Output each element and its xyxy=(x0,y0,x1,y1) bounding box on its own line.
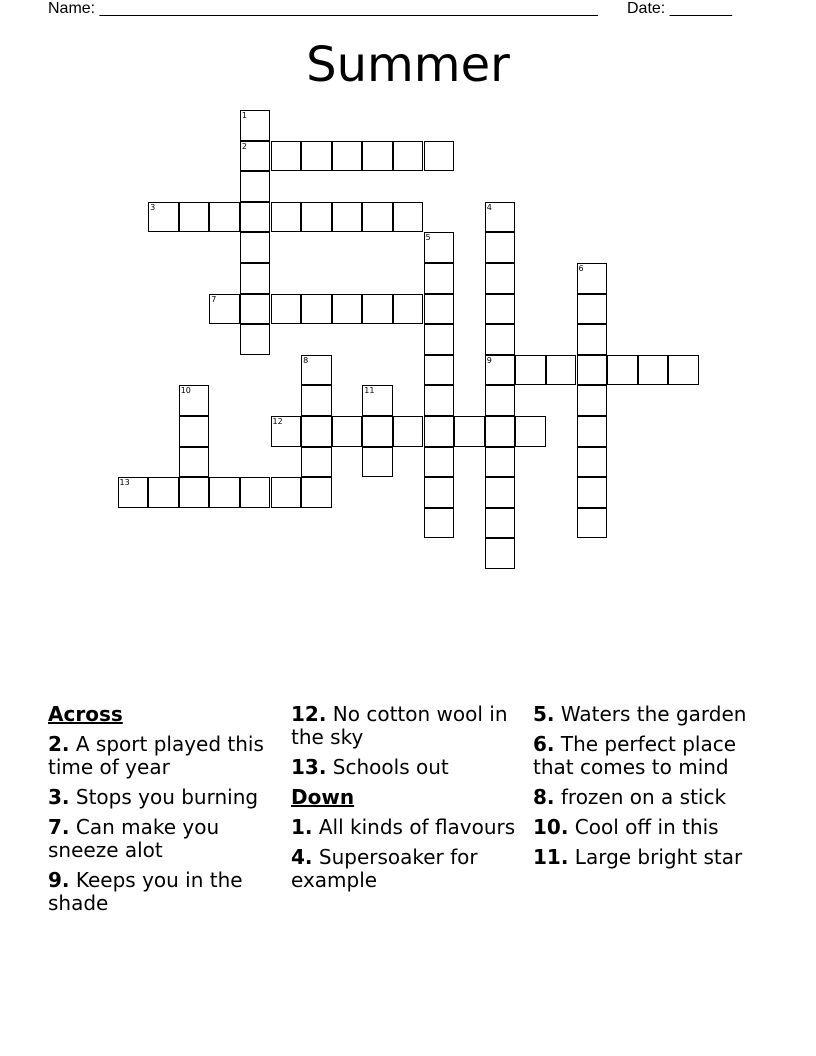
cell-number: 7 xyxy=(211,294,217,304)
page-title: Summer xyxy=(306,37,510,93)
grid-cell[interactable] xyxy=(301,141,332,172)
grid-cell[interactable] xyxy=(179,385,210,416)
grid-cell[interactable] xyxy=(118,477,149,508)
grid-cell[interactable] xyxy=(301,294,332,325)
clue-down-4 xyxy=(291,846,516,892)
grid-cell[interactable] xyxy=(485,477,516,508)
clue-number: 7. xyxy=(48,815,70,839)
grid-cell[interactable] xyxy=(240,232,271,263)
grid-cell[interactable] xyxy=(424,355,455,386)
grid-cell[interactable] xyxy=(240,141,271,172)
cell-number: 9 xyxy=(486,355,492,365)
grid-cell[interactable] xyxy=(485,232,516,263)
clue-text: Supersoaker for example xyxy=(291,845,478,892)
clue-text: Can make you sneeze alot xyxy=(48,815,220,862)
grid-cell[interactable] xyxy=(240,263,271,294)
clue-number: 9. xyxy=(48,868,70,892)
grid-cell[interactable] xyxy=(424,447,455,478)
grid-cell[interactable] xyxy=(271,477,302,508)
grid-cell[interactable] xyxy=(362,416,393,447)
grid-cell[interactable] xyxy=(240,202,271,233)
cell-number: 4 xyxy=(486,202,492,212)
grid-cell[interactable] xyxy=(240,171,271,202)
clue-down-10 xyxy=(533,816,768,839)
cell-number: 11 xyxy=(364,386,375,396)
grid-cell[interactable] xyxy=(240,477,271,508)
grid-cell[interactable] xyxy=(301,477,332,508)
grid-cell[interactable] xyxy=(638,355,669,386)
cell-number: 13 xyxy=(119,478,130,488)
grid-cell[interactable] xyxy=(668,355,699,386)
clue-number: 11. xyxy=(533,845,569,869)
cell-number: 10 xyxy=(180,386,191,396)
cell-number: 2 xyxy=(241,141,247,151)
clue-number: 8. xyxy=(533,785,555,809)
grid-cell[interactable] xyxy=(424,508,455,539)
grid-cell[interactable] xyxy=(424,385,455,416)
grid-cell[interactable] xyxy=(515,416,546,447)
cell-number: 8 xyxy=(303,355,309,365)
grid-cell[interactable] xyxy=(485,324,516,355)
grid-cell[interactable] xyxy=(332,416,363,447)
clue-down-6 xyxy=(533,733,768,779)
grid-cell[interactable] xyxy=(362,141,393,172)
grid-cell[interactable] xyxy=(209,477,240,508)
grid-cell[interactable] xyxy=(577,294,608,325)
grid-cell[interactable] xyxy=(148,477,179,508)
clue-column-2 xyxy=(291,703,516,899)
grid-cell[interactable] xyxy=(577,508,608,539)
cell-number: 1 xyxy=(241,111,247,120)
grid-cell[interactable] xyxy=(424,416,455,447)
grid-cell[interactable] xyxy=(577,355,608,386)
cell-number: 12 xyxy=(272,417,283,426)
clue-number: 6. xyxy=(533,732,555,756)
clue-column-1 xyxy=(48,703,278,922)
grid-cell[interactable] xyxy=(209,202,240,233)
grid-cell[interactable] xyxy=(362,385,393,416)
grid-cell[interactable] xyxy=(424,294,455,325)
grid-cell[interactable] xyxy=(485,294,516,325)
clue-text: Large bright star xyxy=(574,845,743,869)
grid-cell[interactable] xyxy=(362,294,393,325)
down-heading: Down xyxy=(291,785,355,809)
cell-number: 6 xyxy=(578,264,584,273)
grid-cell[interactable] xyxy=(485,447,516,478)
across-heading: Across xyxy=(48,702,123,726)
clue-number: 1. xyxy=(291,815,313,839)
grid-cell[interactable] xyxy=(424,477,455,508)
name-field-label[interactable]: Name: ________________________________________________________ xyxy=(48,0,598,17)
clue-text: No cotton wool in the sky xyxy=(291,702,508,749)
clue-text: Keeps you in the shade xyxy=(48,868,243,915)
grid-cell[interactable] xyxy=(240,294,271,325)
grid-cell[interactable] xyxy=(332,202,363,233)
date-field-label[interactable]: Date: _______ xyxy=(627,0,732,17)
clue-text: Stops you burning xyxy=(75,785,259,809)
grid-cell[interactable] xyxy=(485,385,516,416)
grid-cell[interactable] xyxy=(485,355,516,386)
grid-cell[interactable] xyxy=(271,416,302,447)
grid-cell[interactable] xyxy=(607,355,638,386)
clue-number: 3. xyxy=(48,785,70,809)
grid-cell[interactable] xyxy=(485,538,516,569)
clue-across-7 xyxy=(48,816,278,862)
clue-text: All kinds of flavours xyxy=(318,815,516,839)
grid-cell[interactable] xyxy=(546,355,577,386)
grid-cell[interactable] xyxy=(301,202,332,233)
grid-cell[interactable] xyxy=(332,141,363,172)
grid-cell[interactable] xyxy=(148,202,179,233)
cell-number: 3 xyxy=(150,202,156,212)
grid-cell[interactable] xyxy=(362,447,393,478)
grid-cell[interactable] xyxy=(485,416,516,447)
clue-down-8 xyxy=(533,786,768,809)
grid-cell[interactable] xyxy=(179,447,210,478)
grid-cell[interactable] xyxy=(515,355,546,386)
clue-number: 12. xyxy=(291,702,327,726)
grid-cell[interactable] xyxy=(240,110,271,141)
clue-down-5 xyxy=(533,703,768,726)
clue-text: frozen on a stick xyxy=(560,785,727,809)
grid-cell[interactable] xyxy=(240,324,271,355)
grid-cell[interactable] xyxy=(577,477,608,508)
grid-cell[interactable] xyxy=(424,263,455,294)
grid-cell[interactable] xyxy=(301,355,332,386)
clue-text: Waters the garden xyxy=(560,702,747,726)
grid-cell[interactable] xyxy=(454,416,485,447)
grid-cell[interactable] xyxy=(393,416,424,447)
grid-cell[interactable] xyxy=(393,202,424,233)
clue-text: The perfect place that comes to mind xyxy=(533,732,737,779)
grid-cell[interactable] xyxy=(424,141,455,172)
grid-cell[interactable] xyxy=(485,202,516,233)
clue-number: 4. xyxy=(291,845,313,869)
clue-text: A sport played this time of year xyxy=(48,732,264,779)
clue-number: 13. xyxy=(291,755,327,779)
grid-cell[interactable] xyxy=(485,508,516,539)
clue-number: 10. xyxy=(533,815,569,839)
grid-cell[interactable] xyxy=(179,202,210,233)
clue-text: Schools out xyxy=(332,755,449,779)
grid-cell[interactable] xyxy=(332,294,363,325)
clue-number: 5. xyxy=(533,702,555,726)
grid-cell[interactable] xyxy=(271,294,302,325)
grid-cell[interactable] xyxy=(179,416,210,447)
grid-cell[interactable] xyxy=(393,294,424,325)
clue-column-3 xyxy=(533,703,768,876)
clue-across-3 xyxy=(48,786,278,809)
clue-down-11 xyxy=(533,846,768,869)
cell-number: 5 xyxy=(425,233,431,243)
grid-cell[interactable] xyxy=(424,324,455,355)
clue-down-1 xyxy=(291,816,516,839)
grid-cell[interactable] xyxy=(393,141,424,172)
grid-cell[interactable] xyxy=(577,416,608,447)
clue-text: Cool off in this xyxy=(574,815,719,839)
clue-across-13 xyxy=(291,756,516,779)
grid-cell[interactable] xyxy=(577,324,608,355)
grid-cell[interactable] xyxy=(271,202,302,233)
clue-number: 2. xyxy=(48,732,70,756)
grid-cell[interactable] xyxy=(577,385,608,416)
grid-cell[interactable] xyxy=(179,477,210,508)
clue-across-9 xyxy=(48,869,278,915)
grid-cell[interactable] xyxy=(301,447,332,478)
clue-across-12 xyxy=(291,703,516,749)
grid-cell[interactable] xyxy=(362,202,393,233)
grid-cell[interactable] xyxy=(577,447,608,478)
grid-cell[interactable] xyxy=(301,385,332,416)
grid-cell[interactable] xyxy=(577,263,608,294)
grid-cell[interactable] xyxy=(209,294,240,325)
grid-cell[interactable] xyxy=(485,263,516,294)
grid-cell[interactable] xyxy=(271,141,302,172)
grid-cell[interactable] xyxy=(301,416,332,447)
grid-cell[interactable] xyxy=(424,232,455,263)
clue-across-2 xyxy=(48,733,278,779)
